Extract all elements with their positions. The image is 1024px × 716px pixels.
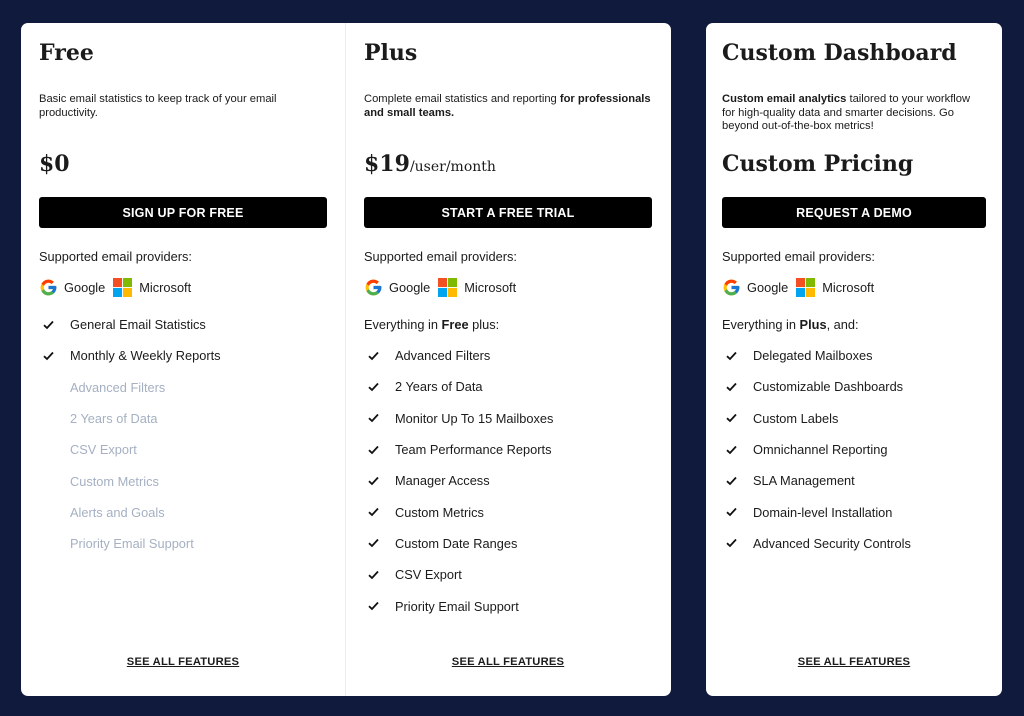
description-emphasis: Custom email analytics [722, 93, 847, 105]
feature-label: Customizable Dashboards [753, 379, 904, 395]
feature-label: Team Performance Reports [395, 442, 552, 458]
provider-microsoft-label: Microsoft [822, 280, 875, 295]
feature-label: CSV Export [395, 567, 462, 583]
price-amount: $0 [39, 151, 70, 177]
provider-microsoft-label: Microsoft [464, 280, 517, 295]
providers-label: Supported email providers: [39, 249, 192, 264]
feature-label: Domain-level Installation [753, 504, 893, 520]
pricing-card-free-plus [21, 23, 671, 696]
feature-item [722, 403, 986, 434]
provider-microsoft [113, 278, 191, 297]
feature-item [364, 496, 652, 527]
intro-suffix: plus: [468, 317, 500, 332]
sign-up-for-free-button[interactable]: SIGN UP FOR FREE [39, 197, 327, 228]
feature-label: Monthly & Weekly Reports [70, 348, 221, 364]
plan-price [364, 151, 496, 177]
feature-label: Priority Email Support [395, 598, 519, 614]
feature-label: SLA Management [753, 473, 855, 489]
plan-title: Custom Dashboard [722, 40, 957, 66]
feature-item [722, 496, 986, 527]
description-emphasis: for professionals and small teams. [364, 93, 651, 119]
feature-item-unavailable [39, 497, 327, 528]
feature-item [364, 371, 652, 402]
providers-list [722, 278, 874, 297]
feature-label: Omnichannel Reporting [753, 442, 888, 458]
google-logo-icon [39, 278, 58, 297]
feature-label: Alerts and Goals [70, 504, 165, 520]
feature-label: Advanced Filters [395, 348, 491, 364]
check-icon [726, 538, 737, 548]
provider-microsoft [438, 278, 516, 297]
provider-google [39, 278, 105, 297]
check-icon [368, 570, 379, 580]
feature-item [722, 465, 986, 496]
feature-label: Custom Labels [753, 410, 839, 426]
feature-item [364, 590, 652, 621]
feature-label: Advanced Filters [70, 379, 166, 395]
feature-item-unavailable [39, 372, 327, 403]
start-free-trial-button[interactable]: START A FREE TRIAL [364, 197, 652, 228]
plan-title: Plus [364, 40, 418, 66]
intro-prefix: Everything in [722, 317, 800, 332]
check-icon [43, 351, 54, 361]
request-demo-button[interactable]: REQUEST A DEMO [722, 197, 986, 228]
feature-item [364, 434, 652, 465]
plan-divider [345, 23, 346, 696]
pricing-card-custom [706, 23, 1002, 696]
microsoft-logo-icon [796, 278, 815, 297]
see-all-features-link[interactable]: SEE ALL FEATURES [451, 656, 565, 668]
intro-plan: Free [441, 317, 469, 332]
feature-item-unavailable [39, 434, 327, 465]
feature-item-unavailable [39, 465, 327, 496]
feature-label: Monitor Up To 15 Mailboxes [395, 410, 554, 426]
plan-price [722, 151, 913, 177]
description-text: tailored to your workflow for high-quality data and smarter decisions. Go beyond out-of-the-box metrics! [722, 93, 971, 132]
plan-title: Free [39, 40, 94, 66]
check-icon [368, 507, 379, 517]
plan-description [364, 93, 652, 120]
feature-item [722, 528, 986, 559]
check-icon [726, 476, 737, 486]
check-icon [726, 445, 737, 455]
check-icon [368, 351, 379, 361]
check-icon [43, 320, 54, 330]
intro-prefix: Everything in [364, 317, 442, 332]
provider-microsoft-label: Microsoft [139, 280, 192, 295]
check-icon [368, 382, 379, 392]
feature-item [39, 309, 327, 340]
see-all-features-link[interactable]: SEE ALL FEATURES [126, 656, 240, 668]
price-amount: Custom Pricing [722, 151, 914, 177]
feature-item [722, 434, 986, 465]
provider-google-label: Google [747, 280, 789, 295]
google-logo-icon [364, 278, 383, 297]
feature-label: Custom Metrics [395, 504, 484, 520]
feature-list [722, 340, 986, 559]
feature-item-unavailable [39, 528, 327, 559]
google-logo-icon [722, 278, 741, 297]
plan-price [39, 151, 70, 177]
plan-custom-dashboard [722, 23, 986, 696]
price-amount: $19 [364, 151, 410, 177]
feature-list [39, 309, 327, 559]
provider-google [722, 278, 788, 297]
feature-label: Custom Date Ranges [395, 535, 518, 551]
check-icon [368, 476, 379, 486]
see-all-features-link[interactable]: SEE ALL FEATURES [797, 656, 911, 668]
providers-label: Supported email providers: [722, 249, 875, 264]
check-icon [726, 351, 737, 361]
feature-item [364, 559, 652, 590]
feature-label: Priority Email Support [70, 536, 194, 552]
feature-item [722, 371, 986, 402]
feature-item [364, 465, 652, 496]
provider-microsoft [796, 278, 874, 297]
check-icon [368, 413, 379, 423]
plan-description: Basic email statistics to keep track of your email productivity. [39, 93, 277, 119]
feature-label: Delegated Mailboxes [753, 348, 873, 364]
feature-label: Manager Access [395, 473, 490, 489]
feature-intro [722, 317, 859, 332]
feature-item [722, 340, 986, 371]
feature-item-unavailable [39, 403, 327, 434]
feature-label: 2 Years of Data [70, 411, 158, 427]
check-icon [726, 413, 737, 423]
check-icon [726, 382, 737, 392]
providers-list [364, 278, 516, 297]
feature-item [364, 403, 652, 434]
feature-item [39, 340, 327, 371]
provider-google-label: Google [64, 280, 106, 295]
feature-label: Advanced Security Controls [753, 535, 911, 551]
intro-plan: Plus [799, 317, 827, 332]
feature-intro [364, 317, 499, 332]
intro-suffix: , and: [826, 317, 859, 332]
feature-label: CSV Export [70, 442, 137, 458]
check-icon [368, 445, 379, 455]
providers-label: Supported email providers: [364, 249, 517, 264]
check-icon [368, 538, 379, 548]
providers-list [39, 278, 191, 297]
description-text: Complete email statistics and reporting [364, 93, 560, 105]
microsoft-logo-icon [113, 278, 132, 297]
feature-label: General Email Statistics [70, 317, 206, 333]
check-icon [368, 601, 379, 611]
check-icon [726, 507, 737, 517]
provider-google [364, 278, 430, 297]
feature-label: Custom Metrics [70, 473, 159, 489]
plan-free [39, 23, 327, 696]
plan-description [722, 93, 986, 134]
feature-label: 2 Years of Data [395, 379, 483, 395]
feature-list [364, 340, 652, 622]
feature-item [364, 528, 652, 559]
microsoft-logo-icon [438, 278, 457, 297]
feature-item [364, 340, 652, 371]
plan-plus [364, 23, 652, 696]
price-unit: /user/month [409, 159, 496, 175]
provider-google-label: Google [389, 280, 431, 295]
